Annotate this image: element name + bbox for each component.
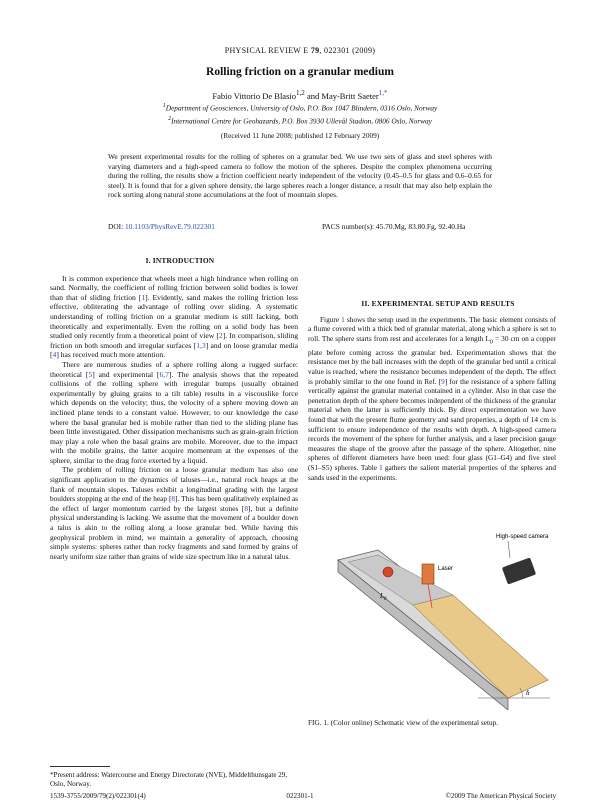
text-run: ], but a definite physical understanding is lacking. We assume that the movement of a boulder down a talus is akin to the rolling along a loose granular bed. While having this geophysical problem in mind, we maintain a generality of approach, choosing simple systems: spheres rather than rocky fragments and sand formed by grains of nearly uniform size rather than grains of wide size spectrum like in a natural talus.: [50, 503, 299, 561]
citation-link[interactable]: 9: [441, 376, 445, 386]
section-heading-introduction: I. INTRODUCTION: [145, 256, 215, 265]
author-2-affil: 1,*: [378, 89, 388, 97]
citation-link[interactable]: 1: [141, 292, 146, 302]
text-run: ] and experimental [: [92, 369, 160, 379]
camera-label: High-speed camera: [496, 534, 549, 540]
intro-paragraph-2: [50, 360, 298, 466]
footer-issn: 1539-3755/2009/79(2)/022301(4): [50, 792, 146, 800]
table-link[interactable]: I: [379, 462, 383, 472]
citation-link[interactable]: 8: [171, 494, 176, 504]
rolling-sphere: [383, 567, 393, 577]
affiliation-2: [0, 116, 600, 125]
intro-paragraph-3: [50, 465, 298, 561]
text-run: There are numerous studies of a sphere rolling along a rugged surface: theoretical [: [50, 359, 298, 379]
high-speed-camera-icon: [502, 557, 536, 584]
citation-link[interactable]: 5: [88, 369, 93, 379]
author-2: May-Britt Saeter: [321, 90, 379, 101]
right-column: [308, 247, 556, 482]
paper-title: Rolling friction on a granular medium: [206, 66, 394, 78]
l0-subscript: 0: [383, 597, 387, 602]
figure-link[interactable]: 1: [341, 314, 345, 324]
laser-gauge-icon: [422, 564, 434, 584]
text-run: = 30 cm on a copper plate before coming across the granular bed. Experimentation shows that the resistance met by the ball increases with the depth of the granular bed until a critical value is reached, where the resistance becomes independent of the depth. The effect is probably similar to the one found in Ref. [: [308, 333, 556, 386]
footer-page-number: 022301-1: [286, 792, 314, 800]
text-run: gathers the salient material properties of the spheres and sands used in the experiments.: [308, 462, 556, 482]
author-1-affil: 1,2: [296, 89, 305, 97]
figure-label: FIG. 1.: [308, 718, 329, 727]
text-run: ] has received much more attention.: [56, 350, 166, 360]
abstract: We present experimental results for the rolling of spheres on a granular bed. We use two sets of glass and steel spheres with varying diameters and a high-speed camera to follow the motion of the spheres. Despite the complex phenomena occurring during the rolling, the results show a friction coefficient nearly independent of the velocity (0.45–0.5 for glass and 0.6–0.65 for steel). It is found that for a given sphere density, the large spheres reach a longer distance, a result that may also help explain the rock sorting along natural stone accumulations at the foot of mountain slopes.: [108, 152, 492, 200]
journal-volume: 79: [310, 46, 320, 55]
intro-paragraph-1: [50, 274, 298, 360]
text-run: shows the setup used in the experiments. The basic element consists of a flume covered with a thick bed of granular material, along which a sphere is set to roll. The sphere starts from rest and accelerates for a length L: [308, 314, 556, 343]
doi-link[interactable]: 10.1103/PhysRevE.79.022301: [125, 222, 215, 231]
text-run: ] and on loose granular media [: [50, 340, 298, 360]
footnote: *Present address: Watercourse and Energy Directorate (NVE), Middelthunsgate 29, Oslo, Norway.: [50, 771, 288, 788]
affiliation-2-mark: 2: [168, 116, 172, 122]
subscript: 0: [489, 339, 493, 346]
text-run: Figure: [320, 314, 342, 324]
citation-link[interactable]: 6,7: [159, 369, 169, 379]
affiliation-1-mark: 1: [162, 103, 166, 109]
experimental-paragraph-1: [308, 315, 556, 483]
text-run: The problem of rolling friction on a loose granular medium has also one significant application to the dynamics of taluses—i.e., natural rock heaps at the flank of mountain slopes. Taluses exhibit a longitudinal grading with the largest boulders stopping at the end of the heap [: [50, 465, 298, 504]
angle-label: δ: [526, 689, 530, 697]
camera-pointer: [508, 541, 510, 558]
text-run: ] for the resistance of a sphere falling vertically against the granular material contained in a cylinder. Also in that case the penetration depth of the sphere becomes independent of the thickness of the granular material when the latter is sufficiently thick. By direct experimentation we have found that with the present flume geometry and sand properties, a depth of 14 cm is sufficient to ensure independence of the results with depth. A high-speed camera records the movement of the sphere for further analysis, and a laser precision gauge measures the shape of the groove after the passage of the sphere. Altogether, nine spheres of different diameters have been used: four glass (G1–G4) and five steel (S1–S5) spheres. Table: [308, 376, 556, 472]
citation-link[interactable]: 4: [52, 350, 57, 360]
setup-schematic-figure: [318, 520, 558, 710]
affiliation-1-text: Department of Geosciences, University of Oslo, P.O. Box 1047 Blindern, 0316 Oslo, Norway: [165, 103, 438, 113]
text-run: ]. The analysis shows that the repeated collisions of the rolling sphere with irregular bumps (usually obtained experimentally by gluing grains to a tilt table) results in a viscouslike force which depends on the velocity; thus, the velocity of a sphere moving down an inclined plane tends to a constant value. However, to our knowledge the case where the basal granular bed is mobile rather than tied to the sliding plane has been little investigated. Other dissipation mechanisms such as grain-grain friction may play a role when the basal grains are mobile. Moreover, due to the impact with the mobile grains, the latter acquire momentum at the expenses of the sphere, similar to the drag force exerted by a liquid.: [50, 369, 298, 465]
journal-header: [0, 46, 600, 55]
text-run: ]. In comparison, sliding friction on both smooth and irregular surfaces [: [50, 331, 298, 350]
doi-line: [108, 222, 215, 231]
l0-symbol: L: [380, 592, 384, 600]
figure-caption: [308, 718, 556, 728]
affiliation-1: [0, 103, 600, 112]
received-dates: (Received 11 June 2008; published 12 February 2009): [220, 131, 380, 140]
text-run: ]. This has been qualitatively explained as the effect of larger momentum carried by the largest stones [: [50, 494, 298, 513]
citation-link[interactable]: 1,3: [196, 340, 206, 350]
article-number: , 022301 (2009): [319, 46, 376, 55]
left-column: [50, 256, 298, 561]
figure-caption-text: (Color online) Schematic view of the experimental setup.: [328, 718, 499, 727]
doi-label: DOI:: [108, 222, 126, 231]
text-run: It is common experience that wheels meet a high hindrance when rolling on sand. Normally, the coefficient of rolling friction between solid bodies is lower than that of sliding friction [: [50, 273, 298, 302]
text-run: ]. Evidently, sand makes the rolling friction less effective, obliterating the advantage of rolling over sliding. A systematic understanding of rolling friction on a granular medium is still lacking, both theoretically and experimentally. Even the rolling on a solid body has been studied only recently from a theoretical point of view [: [50, 292, 298, 341]
section-heading-experimental: II. EXPERIMENTAL SETUP AND RESULTS: [361, 299, 515, 308]
citation-link[interactable]: 2: [218, 331, 223, 341]
author-1: Fabio Vittorio De Blasio: [212, 90, 296, 101]
pacs-numbers: PACS number(s): 45.70.Mg, 83.80.Fg, 92.40.Ha: [322, 222, 466, 231]
author-conjunction: and: [304, 90, 322, 101]
author-line: [0, 89, 600, 101]
journal-name: PHYSICAL REVIEW E: [224, 46, 309, 55]
affiliation-2-text: International Centre for Geohazards, P.O. Box 3930 Ullevål Stadion, 0806 Oslo, Norway: [171, 116, 432, 126]
footer-copyright: ©2009 The American Physical Society: [445, 792, 556, 800]
citation-link[interactable]: 8: [244, 503, 249, 513]
laser-label: Laser: [438, 566, 454, 572]
footnote-divider: [50, 766, 110, 767]
